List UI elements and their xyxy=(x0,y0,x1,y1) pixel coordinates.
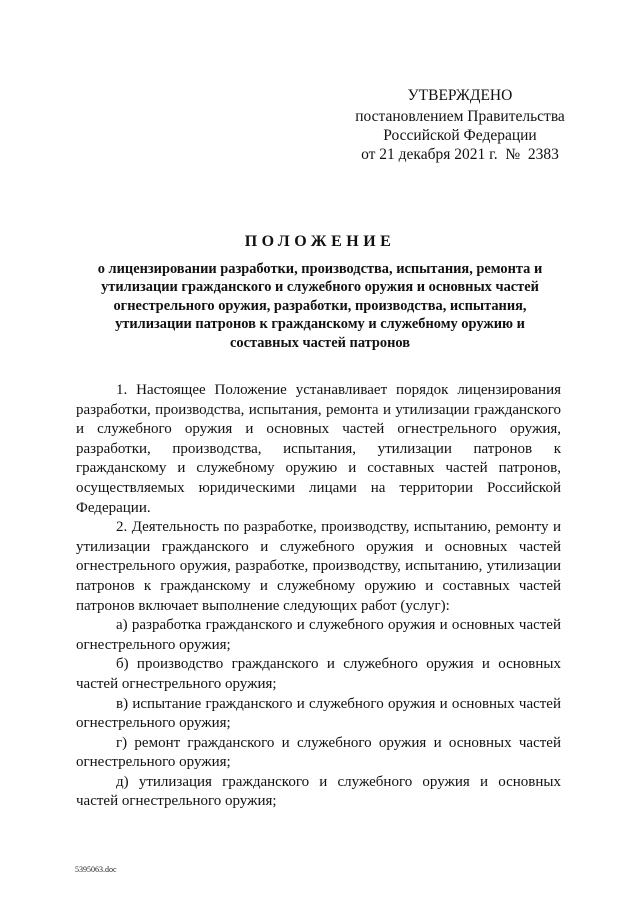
paragraph: 1. Настоящее Положение устанавливает порядок лицензирования разработки, производства, испытания, ремонта и утилизации гражданского и служебного оружия и основных частей огнестрельного оружия, разработки, производства, испытания, утилизации патронов к гражданскому и служебному оружию и составных частей патронов, осуществляемых юридическими лицами на территории Российской Федерации. xyxy=(76,382,561,516)
document-subtitle xyxy=(76,260,564,352)
approval-line: Российской Федерации xyxy=(383,127,537,144)
subtitle-line: утилизации гражданского и служебного оружия и основных частей xyxy=(101,279,539,296)
file-name-footer: 5395063.doc xyxy=(75,865,117,874)
approval-date-number: от 21 декабря 2021 г. № 2383 xyxy=(361,146,559,163)
subtitle-line: огнестрельного оружия, разработки, производства, испытания, xyxy=(113,297,527,314)
document-title: ПОЛОЖЕНИЕ xyxy=(244,233,396,250)
subtitle-line: утилизации патронов к гражданскому и служебному оружию и xyxy=(115,316,525,333)
subtitle-line: о лицензировании разработки, производства, испытания, ремонта и xyxy=(97,261,543,277)
approval-line: постановлением Правительства xyxy=(355,108,565,125)
subtitle-line: составных частей патронов xyxy=(229,334,410,351)
list-item: а) разработка гражданского и служебного оружия и основных частей огнестрельного оружия; xyxy=(76,617,561,653)
list-item: в) испытание гражданского и служебного оружия и основных частей огнестрельного оружия; xyxy=(76,695,561,732)
approval-stamp xyxy=(330,86,590,164)
document-body xyxy=(76,381,561,812)
list-item: г) ремонт гражданского и служебного оружия и основных частей огнестрельного оружия; xyxy=(76,734,561,771)
list-item: б) производство гражданского и служебного оружия и основных частей огнестрельного оружия; xyxy=(76,656,561,692)
approval-label: УТВЕРЖДЕНО xyxy=(407,87,513,104)
paragraph: 2. Деятельность по разработке, производству, испытанию, ремонту и утилизации гражданского и служебного оружия и основных частей огнестрельного оружия, разработке, производству, испытанию, утилизации патронов к гражданскому и служебному оружию и составных частей патронов включает выполнение следующих работ (услуг): xyxy=(76,519,561,614)
list-item: д) утилизация гражданского и служебного оружия и основных частей огнестрельного оружия; xyxy=(76,773,561,810)
